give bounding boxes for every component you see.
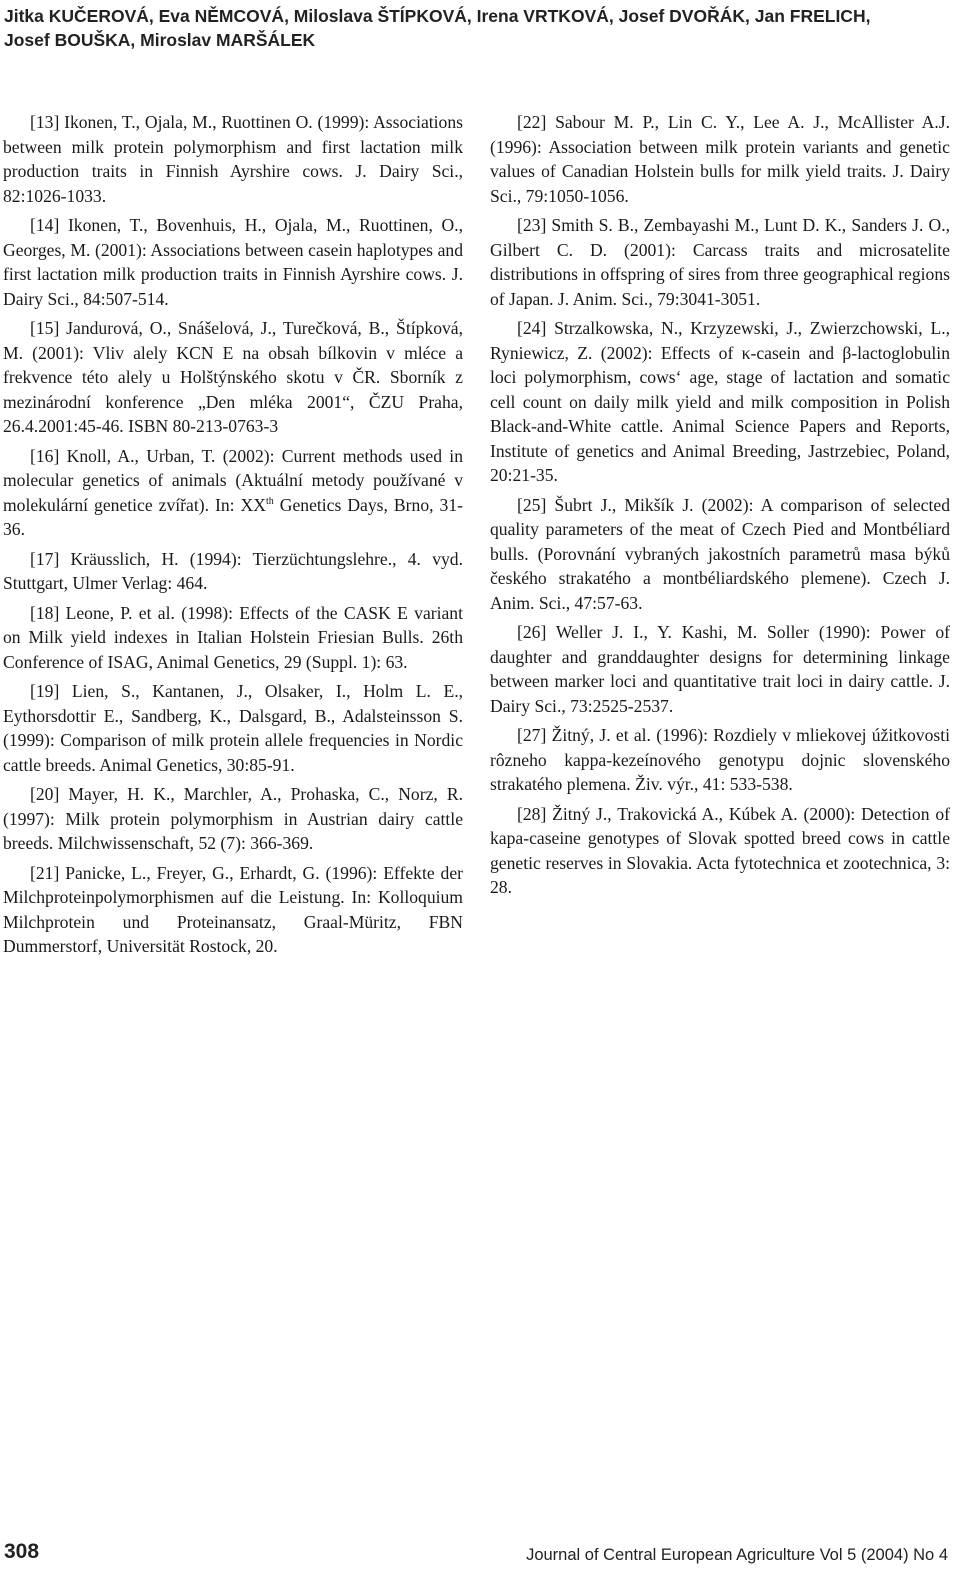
reference-item	[490, 110, 950, 208]
reference-item	[3, 316, 463, 439]
reference-item	[490, 620, 950, 718]
reference-text: [13] Ikonen, T., Ojala, M., Ruottinen O. (1999): Associations between milk protein polymorphism and first lactation milk production traits in Finnish Ayrshire cows. J. Dairy Sci., 82:1026-1033.	[3, 112, 463, 206]
reference-text: [25] Šubrt J., Mikšík J. (2002): A comparison of selected quality parameters of the meat of Czech Pied and Montbéliard bulls. (Porovnání vybraných jakostních parametrů masa býků českého strakatého a montbéliardského plemene). Czech J. Anim. Sci., 47:57-63.	[490, 494, 950, 613]
authors-line: Jitka KUČEROVÁ, Eva NĚMCOVÁ, Miloslava ŠTÍPKOVÁ, Irena VRTKOVÁ, Josef DVOŘÁK, Jan FRELICH, Josef BOUŠKA, Miroslav MARŠÁLEK	[4, 6, 871, 50]
superscript: th	[265, 495, 274, 507]
reference-text: [27] Žitný, J. et al. (1996): Rozdiely v mliekovej úžitkovosti rôzneho kappa-kezeínového genotypu dojnic slovenského strakatého plemena. Živ. výr., 41: 533-538.	[490, 725, 950, 794]
reference-text-cont: Genetics Days, Brno, 31-36.	[3, 494, 463, 539]
reference-item	[3, 782, 463, 856]
reference-text: [14] Ikonen, T., Bovenhuis, H., Ojala, M., Ruottinen, O., Georges, M. (2001): Associations between casein haplotypes and first lactation milk production traits in Finnish Ayrshire cows. J. Dairy Sci., 84:507-514.	[3, 215, 463, 309]
reference-text: [15] Jandurová, O., Snášelová, J., Turečková, B., Štípková, M. (2001): Vliv alely KCN E na obsah bílkovin v mléce a frekvence této alely u Holštýnského skotu v ČR. Sborník z mezinárodní konference „Den mléka 2001“, ČZU Praha, 26.4.2001:45-46. ISBN 80-213-0763-3	[3, 318, 463, 436]
reference-text: [16] Knoll, A., Urban, T. (2002): Current methods used in molecular genetics of animals (Aktuální metody používané v molekulární genetice zvířat). In: XX	[3, 445, 463, 515]
reference-item	[3, 444, 463, 542]
reference-item	[3, 679, 463, 777]
reference-item	[490, 723, 950, 797]
reference-item	[490, 316, 950, 488]
reference-item	[3, 861, 463, 959]
reference-text: [17] Kräusslich, H. (1994): Tierzüchtungslehre., 4. vyd. Stuttgart, Ulmer Verlag: 464.	[3, 548, 463, 593]
references-right-column	[490, 110, 950, 905]
reference-item	[3, 547, 463, 596]
running-header	[4, 4, 904, 52]
page-footer	[0, 1540, 960, 1570]
reference-text: [19] Lien, S., Kantanen, J., Olsaker, I., Holm L. E., Eythorsdottir E., Sandberg, K., Dalsgard, B., Adalsteinsson S. (1999): Comparison of milk protein allele frequencies in Nordic cattle breeds. Animal Genetics, 30:85-91.	[3, 681, 463, 775]
reference-text: [21] Panicke, L., Freyer, G., Erhardt, G. (1996): Effekte der Milchproteinpolymorphismen auf die Leistung. In: Kolloquium Milchprotein und Proteinansatz, Graal-Müritz, FBN Dummerstorf, Universität Rostock, 20.	[3, 862, 463, 956]
reference-item	[490, 493, 950, 616]
page-number: 308	[4, 1540, 40, 1563]
reference-item	[3, 110, 463, 208]
journal-name: Journal of Central European Agriculture Vol 5 (2004) No 4	[526, 1546, 948, 1564]
reference-text: [22] Sabour M. P., Lin C. Y., Lee A. J., McAllister A.J. (1996): Association between milk protein variants and genetic values of Canadian Holstein bulls for milk yield traits. J. Dairy Sci., 79:1050-1056.	[490, 112, 950, 206]
references-left-column	[3, 110, 463, 964]
reference-text: [20] Mayer, H. K., Marchler, A., Prohaska, C., Norz, R. (1997): Milk protein polymorphism in Austrian dairy cattle breeds. Milchwissenschaft, 52 (7): 366-369.	[3, 784, 463, 853]
reference-text: [28] Žitný J., Trakovická A., Kúbek A. (2000): Detection of kapa-caseine genotypes of Slovak spotted breed cows in cattle genetic reserves in Slovakia. Acta fytotechnica et zootechnica, 3: 28.	[490, 803, 950, 897]
reference-item	[490, 213, 950, 311]
reference-text: [26] Weller J. I., Y. Kashi, M. Soller (1990): Power of daughter and granddaughter designs for determining linkage between marker loci and quantitative trait loci in dairy cattle. J. Dairy Sci., 73:2525-2537.	[490, 622, 950, 716]
reference-text: [18] Leone, P. et al. (1998): Effects of the CASK E variant on Milk yield indexes in Italian Holstein Friesian Bulls. 26th Conference of ISAG, Animal Genetics, 29 (Suppl. 1): 63.	[3, 602, 463, 672]
reference-item	[3, 601, 463, 675]
reference-text: [24] Strzalkowska, N., Krzyzewski, J., Zwierzchowski, L., Ryniewicz, Z. (2002): Effects of κ-casein and β-lactoglobulin loci polymorphism, cows‘ age, stage of lactation and somatic cell count on daily milk yield and milk composition in Polish Black-and-White cattle. Animal Science Papers and Reports, Institute of genetics and Animal Breeding, Jastrzebiec, Poland, 20:21-35.	[490, 318, 950, 485]
reference-text: [23] Smith S. B., Zembayashi M., Lunt D. K., Sanders J. O., Gilbert C. D. (2001): Carcass traits and microsatelite distributions in offspring of sires from three geographical regions of Japan. J. Anim. Sci., 79:3041-3051.	[490, 215, 950, 309]
reference-item	[490, 802, 950, 900]
reference-item	[3, 213, 463, 311]
